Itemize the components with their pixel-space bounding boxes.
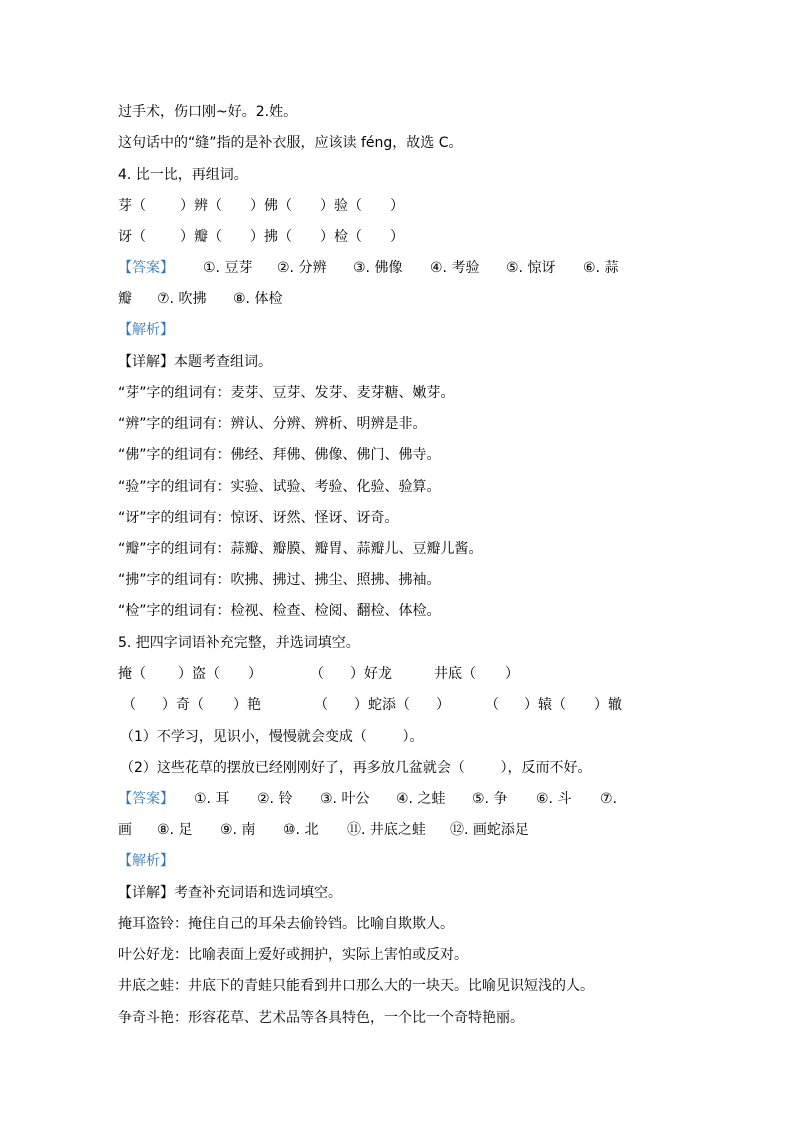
detail-line: “检”字的组词有：检视、检查、检阅、翻检、体检。 xyxy=(118,603,441,619)
sentence-2: （2）这些花草的摆放已经刚刚好了，再多放几盆就会（ ），反而不好。 xyxy=(120,760,592,776)
blank-item: ）奇（ xyxy=(162,697,204,713)
answer-item: ⑦. xyxy=(600,791,618,807)
analysis-label: 【解析】 xyxy=(118,322,174,338)
blank-item: ）瓣（ xyxy=(180,229,222,245)
answer-item: ①. 豆芽 xyxy=(203,260,253,276)
answer-item: ⑤. 争 xyxy=(472,791,508,807)
blank-item: ）辕（ xyxy=(524,697,566,713)
text-line: 这句话中的“缝”指的是补衣服，应该读 féng，故选 C。 xyxy=(118,135,463,151)
answer-label: 【答案】 xyxy=(118,791,174,807)
detail-line: “佛”字的组词有：佛经、拜佛、佛像、佛门、佛寺。 xyxy=(118,447,441,463)
question-4-title: 4. 比一比，再组词。 xyxy=(118,167,248,183)
blank-item: ）佛（ xyxy=(250,198,292,214)
blank-item: ）拂（ xyxy=(250,229,292,245)
answer-item: ②. 分辨 xyxy=(277,260,327,276)
answer-item: ⑨. 南 xyxy=(220,822,256,838)
answer-item: ③. 叶公 xyxy=(320,791,370,807)
blank-item: （ xyxy=(485,697,499,713)
detail-line: “辨”字的组词有：辨认、分辨、辨析、明辨是非。 xyxy=(118,416,427,432)
analysis-label: 【解析】 xyxy=(118,853,174,869)
answer-item: ⑧. 体检 xyxy=(233,291,283,307)
blank-item: 芽（ xyxy=(118,198,146,214)
answer-item: ②. 铃 xyxy=(257,791,293,807)
answer-item: ⑥. 蒜 xyxy=(583,260,619,276)
blank-item: （ xyxy=(310,666,324,682)
blank-item: ）验（ xyxy=(320,198,362,214)
detail-line: 掩耳盗铃：掩住自己的耳朵去偷铃铛。比喻自欺欺人。 xyxy=(118,916,454,932)
blank-item: ） xyxy=(505,666,519,682)
answer-item: ⑪. 井底之蛙 xyxy=(347,822,426,838)
blank-item: （ xyxy=(314,697,328,713)
detail-line: “验”字的组词有：实验、试验、考验、化验、验算。 xyxy=(118,479,441,495)
answer-item: 瓣 xyxy=(118,291,132,307)
answer-item: ③. 佛像 xyxy=(353,260,403,276)
blank-item: ）蛇添（ xyxy=(354,697,410,713)
detail-line: 争奇斗艳：形容花草、艺术品等各具特色，一个比一个奇特艳丽。 xyxy=(118,1010,524,1026)
answer-item: ⑦. 吹拂 xyxy=(157,291,207,307)
blank-item: ）盗（ xyxy=(178,666,220,682)
detail-line: 【详解】考查补充词语和选词填空。 xyxy=(118,885,342,901)
detail-line: “拂”字的组词有：吹拂、拂过、拂尘、照拂、拂袖。 xyxy=(118,572,441,588)
blank-item: ）艳 xyxy=(233,697,261,713)
answer-item: ⑤. 惊讶 xyxy=(506,260,556,276)
detail-line: 叶公好龙：比喻表面上爱好或拥护，实际上害怕或反对。 xyxy=(118,947,468,963)
blank-item: ）辨（ xyxy=(180,198,222,214)
blank-item: ） xyxy=(248,666,262,682)
blank-item: 掩（ xyxy=(118,666,146,682)
text-line: 过手术，伤口刚~好。2.姓。 xyxy=(118,104,298,120)
blank-item: ） xyxy=(390,229,404,245)
detail-line: 井底之蛙：井底下的青蛙只能看到井口那么大的一块天。比喻见识短浅的人。 xyxy=(118,978,594,994)
answer-item: ⑧. 足 xyxy=(157,822,193,838)
detail-line: “瓣”字的组词有：蒜瓣、瓣膜、瓣胃、蒜瓣儿、豆瓣儿酱。 xyxy=(118,541,483,557)
detail-line: “芽”字的组词有：麦芽、豆芽、发芽、麦芽糖、嫩芽。 xyxy=(118,385,455,401)
question-5-title: 5. 把四字词语补充完整，并选词填空。 xyxy=(118,635,360,651)
blank-item: 井底（ xyxy=(434,666,476,682)
detail-line: “讶”字的组词有：惊讶、讶然、怪讶、讶奇。 xyxy=(118,510,399,526)
blank-item: ）检（ xyxy=(320,229,362,245)
answer-item: ⑫. 画蛇添足 xyxy=(450,822,529,838)
blank-item: ） xyxy=(436,697,450,713)
blank-item: 讶（ xyxy=(118,229,146,245)
blank-item: ）好龙 xyxy=(350,666,392,682)
answer-item: ⑥. 斗 xyxy=(536,791,572,807)
answer-label: 【答案】 xyxy=(118,260,174,276)
answer-item: ①. 耳 xyxy=(194,791,230,807)
sentence-1: （1）不学习，见识小，慢慢就会变成（ ）。 xyxy=(120,729,424,745)
answer-item: 画 xyxy=(118,822,132,838)
answer-item: ⑩. 北 xyxy=(283,822,319,838)
answer-item: ④. 之蛙 xyxy=(396,791,446,807)
answer-item: ④. 考验 xyxy=(430,260,480,276)
detail-line: 【详解】本题考查组词。 xyxy=(118,354,272,370)
blank-item: ） xyxy=(390,198,404,214)
blank-item: （ xyxy=(122,697,136,713)
blank-item: ）辙 xyxy=(594,697,622,713)
